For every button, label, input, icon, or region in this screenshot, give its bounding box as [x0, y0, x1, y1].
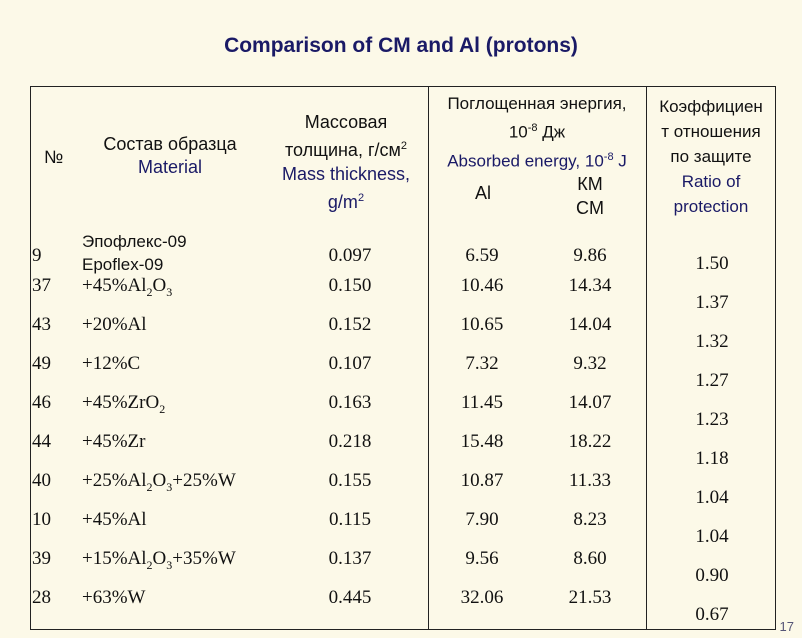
row-energy-cm: 9.32	[573, 353, 607, 374]
row-energy-cm: 18.22	[568, 431, 612, 452]
row-material: +12%C	[82, 353, 141, 374]
row-ratio: 0.90	[695, 565, 729, 586]
row-energy-cm: 8.60	[573, 548, 607, 569]
header-absorbed-energy: Поглощенная энергия, $10^{-8}$ Дж Absorbed energy, $10^{-8}$ J	[447, 94, 627, 171]
row-ratio: 1.27	[695, 370, 729, 391]
row-number: 10	[32, 509, 51, 530]
row-material: $+45\%Al_2O_3$	[82, 275, 173, 299]
row-energy-al: 7.90	[465, 509, 499, 530]
row-energy-al: 32.06	[460, 587, 504, 608]
row-energy-cm: 9.86	[573, 245, 607, 266]
row-number: 49	[32, 353, 51, 374]
row-energy-cm: 14.07	[568, 392, 612, 413]
row-mass-thickness: 0.155	[328, 470, 372, 491]
row-energy-al: 10.87	[460, 470, 504, 491]
row-material: +63%W	[82, 587, 146, 608]
row-energy-al: 15.48	[460, 431, 504, 452]
row-ratio: 1.32	[695, 331, 729, 352]
row-energy-cm: 8.23	[573, 509, 607, 530]
row-material: Epoflex-09	[82, 255, 164, 274]
row-ratio: 0.67	[695, 604, 729, 625]
row-ratio: 1.04	[695, 487, 729, 508]
row-ratio: 1.04	[695, 526, 729, 547]
row-material: $+15\%Al_2O_3+35\%W$	[82, 548, 236, 572]
row-mass-thickness: 0.115	[328, 509, 372, 530]
row-mass-thickness: 0.107	[328, 353, 372, 374]
row-material: $+25\%Al_2O_3+25\%W$	[82, 470, 236, 494]
row-number: 39	[32, 548, 51, 569]
header-num: №	[44, 147, 64, 167]
row-material: +45%Al	[82, 509, 147, 530]
row-energy-cm: 14.34	[568, 275, 612, 296]
row-ratio: 1.23	[695, 409, 729, 430]
row-mass-thickness: 0.163	[328, 392, 372, 413]
row-mass-thickness: 0.150	[328, 275, 372, 296]
row-energy-al: 9.56	[465, 548, 499, 569]
row-energy-al: 6.59	[465, 245, 499, 266]
header-ratio: Коэффициен т отношения по защите Ratio of protection	[659, 97, 763, 216]
row-ratio: 1.18	[695, 448, 729, 469]
slide-title: Comparison of CM and Al (protons)	[224, 34, 578, 57]
row-energy-al: 10.46	[460, 275, 504, 296]
row-mass-thickness: 0.137	[328, 548, 372, 569]
header-cm: КМ CM	[576, 174, 604, 218]
page-number: 17	[779, 619, 794, 634]
row-mass-thickness: 0.445	[328, 587, 372, 608]
row-ratio: 1.50	[695, 253, 729, 274]
header-composition: Состав образца Material	[103, 134, 237, 177]
row-ratio: 1.37	[695, 292, 729, 313]
row-mass-thickness: 0.097	[328, 245, 372, 266]
row-mass-thickness: 0.152	[328, 314, 372, 335]
row-material-ru: Эпофлекс-09	[82, 232, 187, 251]
row-material: +20%Al	[82, 314, 147, 335]
row-energy-cm: 11.33	[568, 470, 612, 491]
row-mass-thickness: 0.218	[328, 431, 372, 452]
header-al: Al	[474, 183, 491, 203]
row-number: 9	[32, 245, 42, 266]
row-energy-cm: 21.53	[568, 587, 612, 608]
row-number: 28	[32, 587, 51, 608]
row-number: 37	[32, 275, 51, 296]
row-energy-al: 7.32	[465, 353, 499, 374]
header-mass-thickness: Массовая толщина, $г/см^2$ Mass thickness, $g/m^2$	[281, 112, 411, 212]
row-material: +45%Zr	[82, 431, 146, 452]
row-number: 46	[32, 392, 51, 413]
row-energy-cm: 14.04	[568, 314, 612, 335]
row-energy-al: 11.45	[460, 392, 504, 413]
row-number: 40	[32, 470, 51, 491]
row-material: +45%ZrO$_2$	[82, 392, 166, 416]
row-number: 43	[32, 314, 51, 335]
row-energy-al: 10.65	[460, 314, 504, 335]
row-number: 44	[32, 431, 51, 452]
